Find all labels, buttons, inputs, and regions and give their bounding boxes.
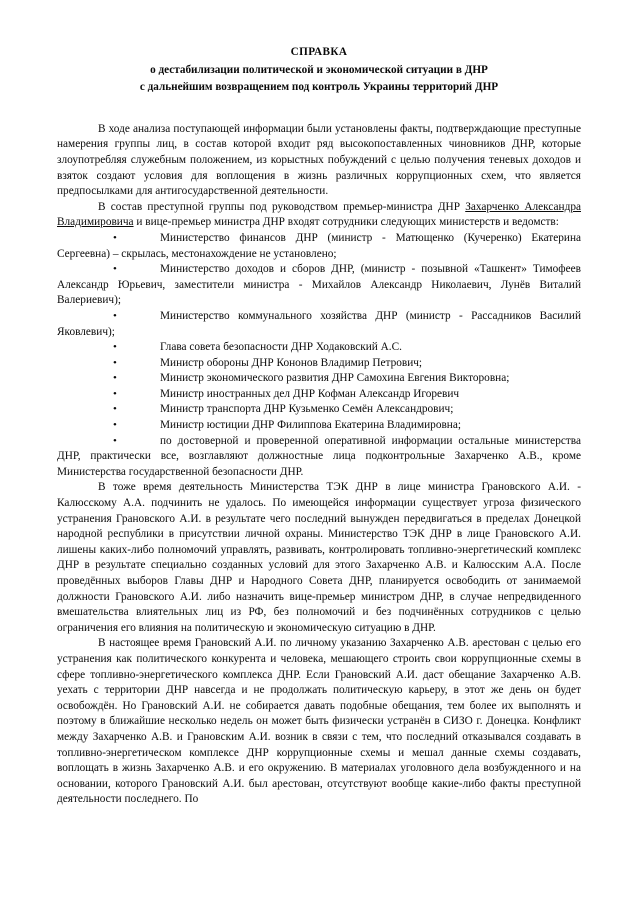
title-line-2: о дестабилизации политической и экономической ситуации в ДНР <box>150 63 488 76</box>
paragraph-group-part2: и вице-премьер министра ДНР входят сотрудники следующих министерств и ведомств: <box>133 216 559 229</box>
list-item-text: по достоверной и проверенной оперативной информации остальные министерства ДНР, практически все, возглавляют должностные лица подконтрольные Захарченко А.В., кроме Министерства государственной безопасности ДНР. <box>57 434 581 478</box>
paragraph-tek-ministry: В тоже время деятельность Министерства ТЭК ДНР в лице министра Грановского А.И. - Калюсскому А.А. подчинить не удалось. По имеющейся информации существует угроза физического устранения Грановского А.И. в результате чего последний вынужден передвигаться в пределах Донецкой народной республики в присутствии личной охраны. Министерство ТЭК ДНР в лице Грановского А.И. лишены каких-либо полномочий управлять, развивать, контролировать топливно-энергетический комплекс ДНР в результате специально созданных условий для этого Захарченко А.В. и Калюсским А.А. После проведённых выборов Главы ДНР и Народного Совета ДНР, планируется освободить от занимаемой должности Грановского А.И. либо назначить вице-премьер министром ДНР, в случае непредвиденного вмешательства влиятельных лиц из РФ, без полномочий и без подчинённых сотрудников с целью ограничения его влияния на политическую и экономическую ситуацию в ДНР. <box>57 481 581 634</box>
list-item <box>57 309 581 340</box>
highlighted-name: Захарченко Александра Владимировича <box>57 200 581 229</box>
bullet-icon: • <box>113 263 117 276</box>
list-item <box>57 434 581 481</box>
document-body <box>57 44 581 808</box>
list-item-text: Министр иностранных дел ДНР Кофман Александр Игоревич <box>160 387 460 400</box>
list-item-text: Министерство финансов ДНР (министр - Матющенко (Кучеренко) Екатерина Сергеевна) – скрылась, местонахождение не установлено; <box>57 231 581 260</box>
bullet-icon: • <box>113 231 117 244</box>
title-line-3: с дальнейшим возвращением под контроль Украины территорий ДНР <box>139 81 499 94</box>
list-item-text: Министерство коммунального хозяйства ДНР (министр - Рассадников Василий Яковлевич); <box>57 309 581 338</box>
list-item <box>57 231 581 262</box>
paragraph-group-composition <box>57 200 581 231</box>
ministries-list <box>57 231 581 481</box>
list-item-text: Министр обороны ДНР Кононов Владимир Петрович; <box>160 356 423 369</box>
list-item <box>57 402 581 418</box>
list-item-text: Министр экономического развития ДНР Самохина Евгения Викторовна; <box>160 372 510 385</box>
list-item <box>57 262 581 309</box>
bullet-icon: • <box>113 309 117 322</box>
paragraph-group-part1: В состав преступной группы под руководством премьер-министра ДНР <box>98 200 466 213</box>
document-title-block <box>57 44 581 97</box>
list-item-text: Министр юстиции ДНР Филиппова Екатерина Владимировна; <box>160 419 461 432</box>
bullet-icon: • <box>113 387 117 400</box>
bullet-icon: • <box>113 356 117 369</box>
bullet-icon: • <box>113 372 117 385</box>
list-item-text: Министр транспорта ДНР Кузьменко Семён Александрович; <box>160 403 454 416</box>
paragraph-intro: В ходе анализа поступающей информации были установлены факты, подтверждающие преступные намерения группы лиц, в состав которой входит ряд высокопоставленных чиновников ДНР, которые злоупотребляя служебным положением, из корыстных побуждений с целью получения теневых доходов и взяток создают условия для воплощения в жизнь различных коррупционных схем, что является предпосылками для антигосударственной деятельности. <box>57 122 581 198</box>
list-item <box>57 340 581 356</box>
list-item <box>57 418 581 434</box>
list-item <box>57 356 581 372</box>
paragraph-arrest: В настоящее время Грановский А.И. по личному указанию Захарченко А.В. арестован с целью его устранения как политического конкурента и человека, мешающего строить свои коррупционные схемы в сфере топливно-энергетического комплекса ДНР. Если Грановский А.И. даст обещание Захарченко А.В. уехать с территории ДНР навсегда и не продолжать политическую карьеру, в этот же день он будет освобождён. Но Грановский А.И. не собирается давать подобные обещания, тем более их выполнять и поэтому в ближайшие несколько недель он может быть физически устранён в СИЗО г. Донецка. Конфликт между Захарченко А.В. и Грановским А.И. возник в связи с тем, что последний отказывался создавать в топливно-энергетическом комплексе ДНР коррупционные схемы и мешал данные схемы создавать, воплощать в жизнь Захарченко А.В. и его окружению. В материалах уголовного дела возбужденного и на основании, которого Грановский А.И. был арестован, отсутствуют вообще какие-либо факты преступной деятельности последнего. По <box>57 637 581 806</box>
bullet-icon: • <box>113 419 117 432</box>
title-line-1: СПРАВКА <box>290 46 348 58</box>
bullet-icon: • <box>113 341 117 354</box>
list-item-text: Глава совета безопасности ДНР Ходаковский А.С. <box>160 341 402 354</box>
bullet-icon: • <box>113 403 117 416</box>
list-item <box>57 371 581 387</box>
bullet-icon: • <box>113 434 117 447</box>
list-item-text: Министерство доходов и сборов ДНР, (министр - позывной «Ташкент» Тимофеев Александр Юрьевич, заместители министра - Михайлов Александр Николаевич, Лунёв Виталий Валериевич); <box>57 263 581 307</box>
list-item <box>57 387 581 403</box>
